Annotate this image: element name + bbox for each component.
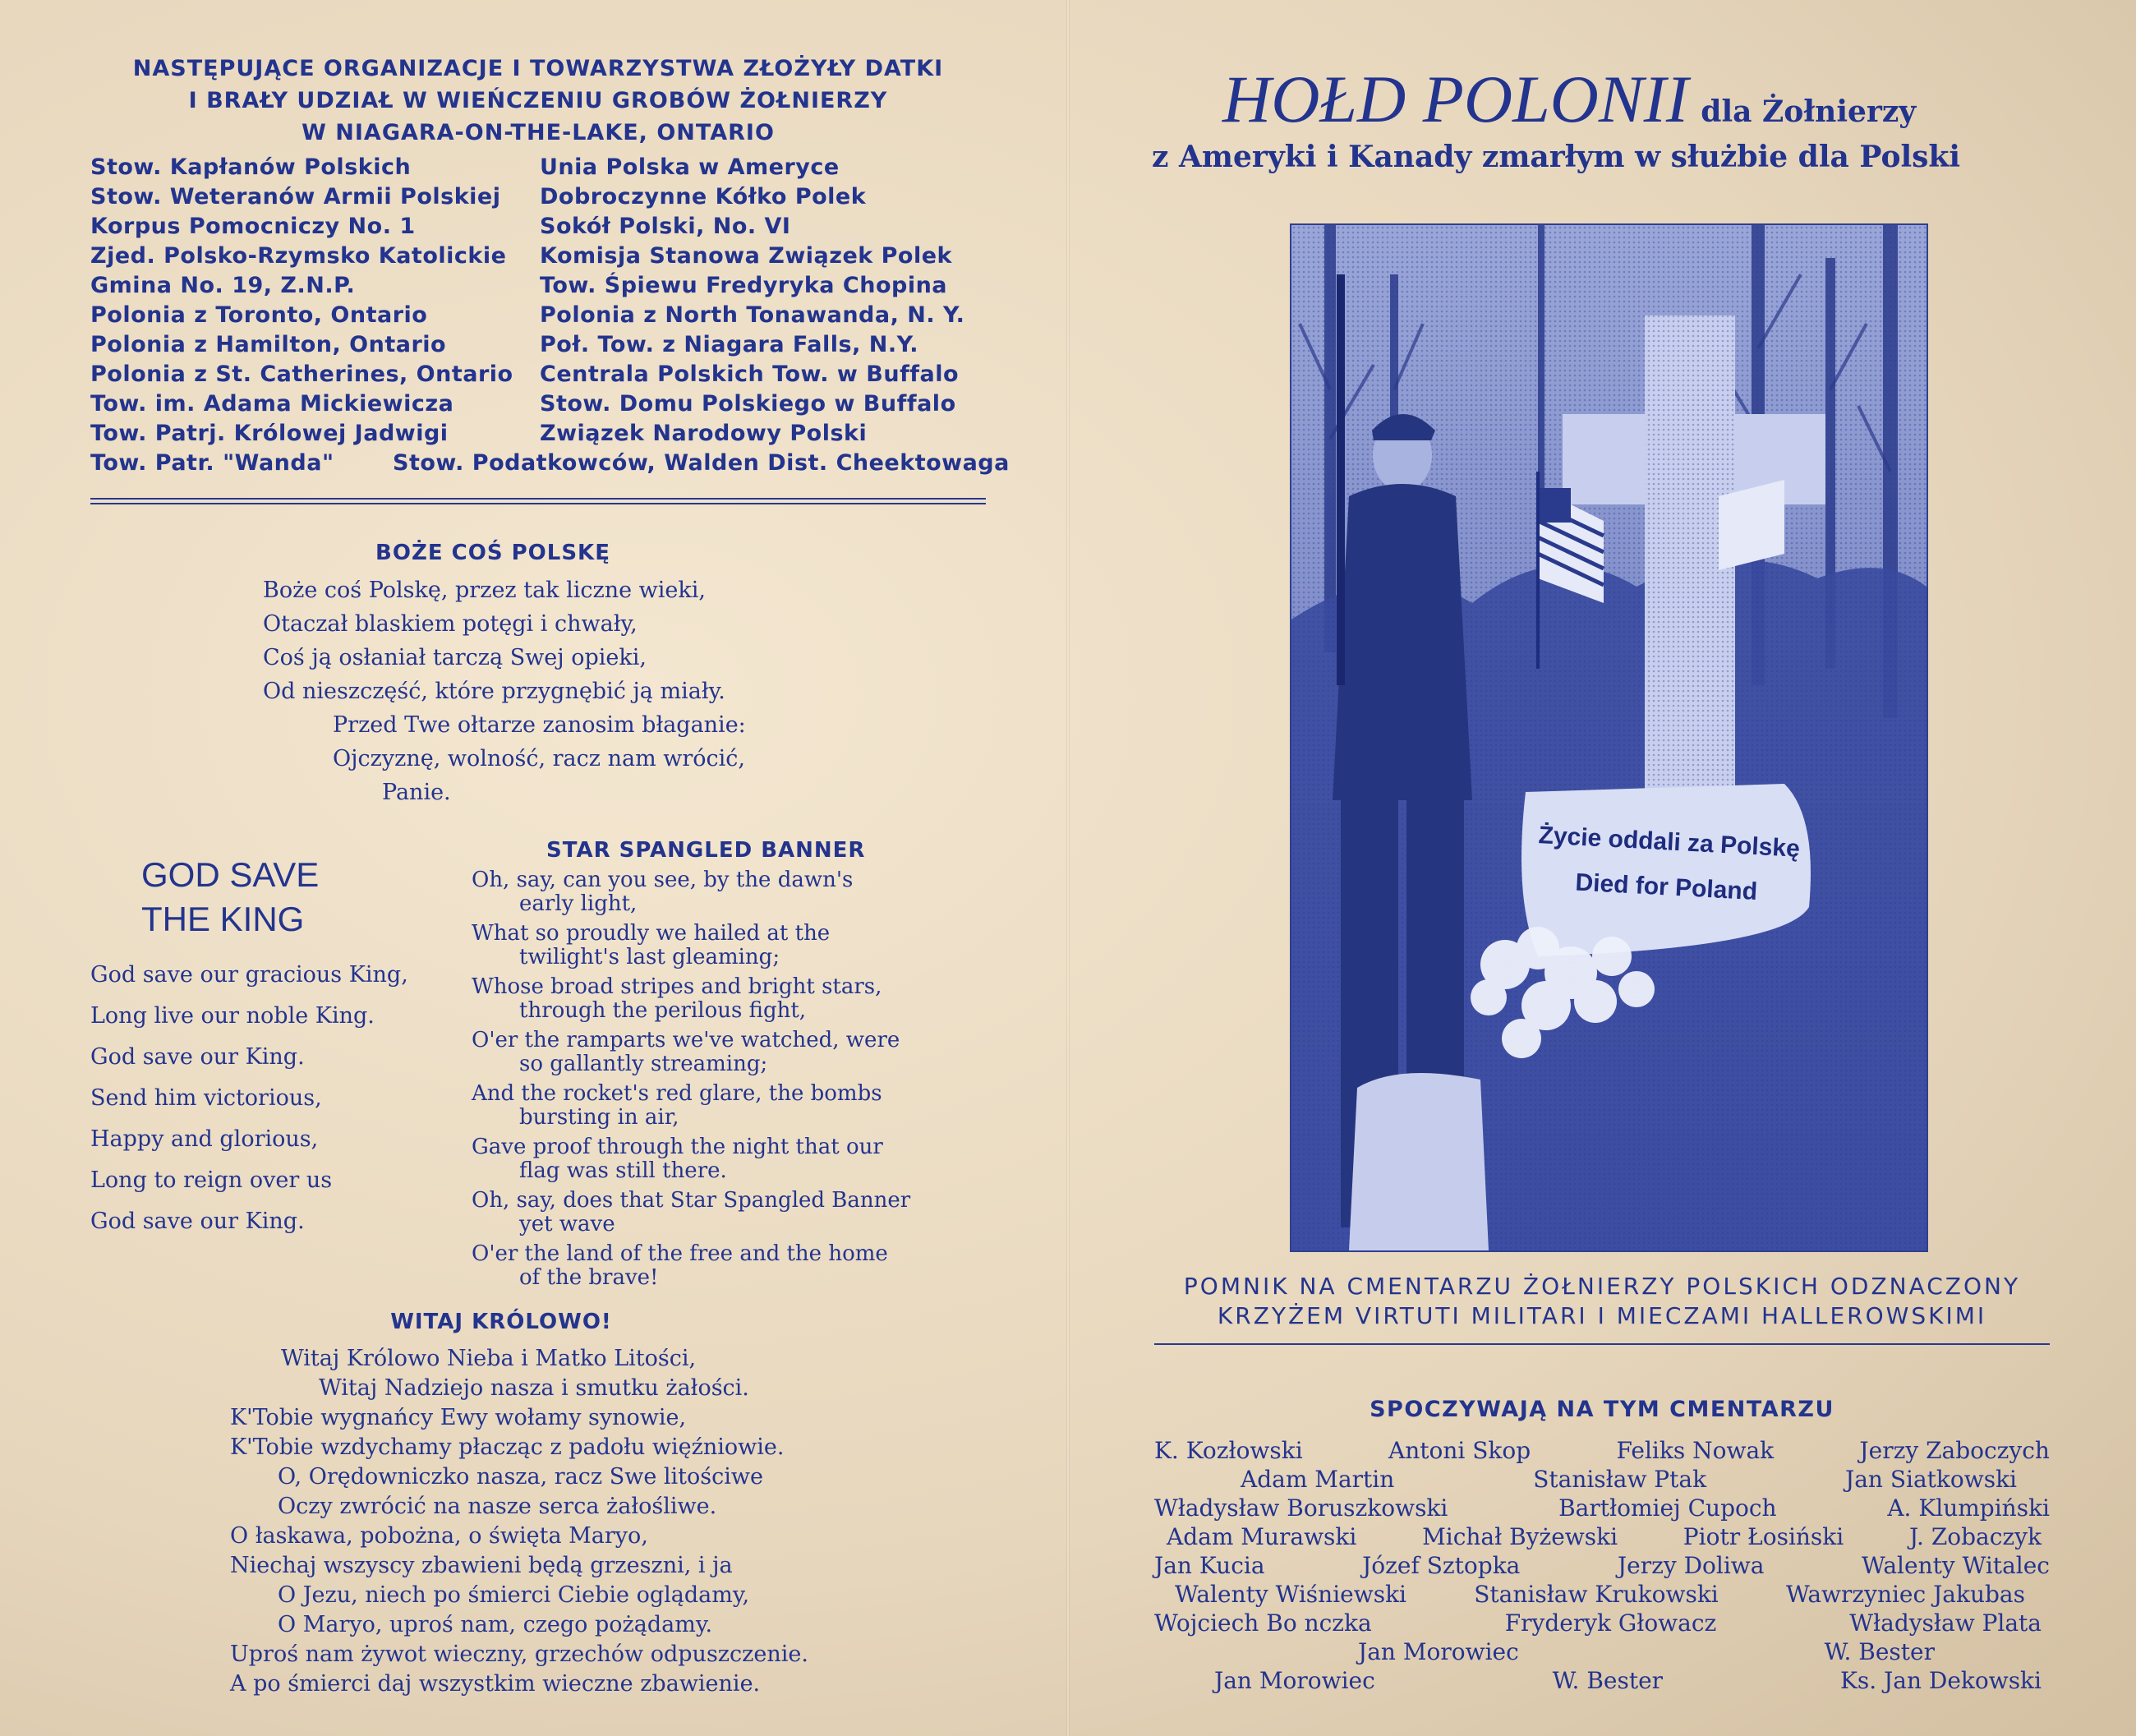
soldier-name: Jan Morowiec — [1214, 1667, 1375, 1694]
poem-line: God save our King. — [90, 1209, 305, 1234]
organization-item: Stow. Kapłanów Polskich — [90, 154, 412, 180]
soldier-name: K. Kozłowski — [1154, 1437, 1303, 1464]
names-row — [1154, 1580, 2050, 1609]
soldier-name: Jan Morowiec — [1358, 1638, 1519, 1665]
page-subtitle: z Ameryki i Kanady zmarłym w służbie dla Polski — [1152, 140, 1961, 174]
poem-line: Coś ją osłaniał tarczą Swej opieki, — [263, 645, 647, 670]
organization-item: Korpus Pomocniczy No. 1 — [90, 214, 416, 239]
poem-line: O'er the ramparts we've watched, were — [472, 1028, 900, 1052]
organization-item: Dobroczynne Kółko Polek — [540, 184, 867, 210]
god-save-title-line2: THE KING — [141, 900, 305, 938]
poem-line: Oh, say, does that Star Spangled Banner — [472, 1188, 911, 1213]
organizations-header-line1: NASTĘPUJĄCE ORGANIZACJE I TOWARZYSTWA ZŁOŻYŁY DATKI — [132, 56, 944, 81]
names-row — [1154, 1551, 2050, 1580]
names-row — [1154, 1436, 2050, 1465]
soldier-name: Walenty Wiśniewski — [1175, 1581, 1406, 1608]
organization-item: Tow. Patrj. Królowej Jadwigi — [90, 421, 449, 446]
poem-line: so gallantly streaming; — [519, 1051, 768, 1076]
organization-item: Polonia z North Tonawanda, N. Y. — [540, 302, 965, 328]
star-spangled-banner-text — [472, 868, 910, 1289]
soldier-name: Jan Siatkowski — [1844, 1466, 2017, 1493]
poem-line: K'Tobie wygnańcy Ewy wołamy synowie, — [230, 1405, 687, 1430]
names-row — [1154, 1465, 2050, 1494]
organization-item: Gmina No. 19, Z.N.P. — [90, 273, 356, 298]
poem-line: Boże coś Polskę, przez tak liczne wieki, — [263, 578, 706, 603]
organization-item: Stow. Weteranów Armii Polskiej — [90, 184, 501, 210]
poem-line: O'er the land of the free and the home — [472, 1241, 888, 1266]
soldier-name: Walenty Witalec — [1862, 1552, 2050, 1579]
soldier-name: Michał Byżewski — [1422, 1523, 1618, 1550]
star-spangled-banner-title: STAR SPANGLED BANNER — [546, 838, 866, 863]
poem-line: Niechaj wszyscy zbawieni będą grzeszni, i ja — [230, 1553, 733, 1578]
soldier-name: Wawrzyniec Jakubas — [1785, 1581, 2025, 1608]
soldier-name: Józef Sztopka — [1362, 1552, 1521, 1579]
poem-line: Whose broad stripes and bright stars, — [472, 974, 882, 999]
photo-caption — [1154, 1272, 2050, 1331]
poem-line: Long live our noble King. — [90, 1003, 375, 1029]
organizations-list-left — [90, 153, 513, 478]
center-fold — [1066, 0, 1070, 1736]
soldier-name: Władysław Plata — [1849, 1609, 2042, 1637]
soldier-name: Fryderyk Głowacz — [1504, 1609, 1717, 1637]
organization-item: Zjed. Polsko-Rzymsko Katolickie — [90, 243, 507, 269]
names-row — [1154, 1494, 2050, 1522]
boze-cos-polske-text — [263, 573, 746, 809]
organizations-list-right — [540, 153, 964, 449]
poem-line: K'Tobie wzdychamy płacząc z padołu więźniowie. — [230, 1434, 785, 1460]
soldier-name: W. Bester — [1552, 1667, 1664, 1694]
poem-line: Ojczyznę, wolność, racz nam wrócić, — [333, 746, 745, 771]
soldier-name: Stanisław Ptak — [1533, 1466, 1707, 1493]
soldier-name: Władysław Boruszkowski — [1154, 1494, 1448, 1522]
inscription-line1: Życie oddali za Polskę — [1537, 822, 1801, 863]
poem-line: early light, — [519, 891, 638, 916]
poem-line: of the brave! — [519, 1264, 659, 1290]
soldier-name: Ks. Jan Dekowski — [1839, 1667, 2042, 1694]
organization-item: Polonia z Toronto, Ontario — [90, 302, 428, 328]
page-title-tail: dla Żołnierzy — [1701, 94, 1917, 129]
boze-cos-polske-title: BOŻE COŚ POLSKĘ — [375, 541, 610, 565]
section-divider — [1154, 1343, 2050, 1345]
soldier-name: J. Zobaczyk — [1908, 1523, 2042, 1550]
organization-item: Centrala Polskich Tow. w Buffalo — [540, 361, 960, 387]
names-row — [1154, 1637, 2050, 1666]
page-title-main: HOŁD POLONII — [1222, 62, 1689, 136]
poem-line: O Jezu, niech po śmierci Ciebie oglądamy, — [278, 1582, 750, 1608]
soldier-name: A. Klumpiński — [1887, 1494, 2050, 1522]
poem-line: twilight's last gleaming; — [519, 944, 780, 969]
poem-line: God save our King. — [90, 1044, 305, 1070]
poem-line: flag was still there. — [519, 1158, 727, 1183]
god-save-the-king-text — [90, 955, 408, 1242]
organizations-header — [82, 53, 994, 149]
god-save-title-line1: GOD SAVE — [141, 855, 320, 894]
poem-line: bursting in air, — [519, 1104, 679, 1130]
soldier-name: Jan Kucia — [1154, 1552, 1265, 1579]
poem-line: Od nieszczęść, które przygnębić ją miały. — [263, 679, 725, 704]
soldier-name: Jerzy Doliwa — [1617, 1552, 1765, 1579]
poem-line: Happy and glorious, — [90, 1126, 319, 1152]
poem-line: O łaskawa, pobożna, o święta Maryo, — [230, 1523, 648, 1549]
poem-line: Send him victorious, — [90, 1085, 322, 1111]
organization-item: Sokół Polski, No. VI — [540, 214, 791, 239]
organization-item: Unia Polska w Ameryce — [540, 154, 840, 180]
god-save-the-king-title — [141, 853, 319, 942]
organization-item: Stow. Domu Polskiego w Buffalo — [540, 391, 956, 417]
organization-item: Tow. Śpiewu Fredyryka Chopina — [540, 273, 948, 298]
poem-line: Oh, say, can you see, by the dawn's — [472, 868, 854, 892]
names-row — [1154, 1666, 2050, 1695]
buried-soldiers-list — [1154, 1436, 2050, 1695]
poem-line: Otaczał blaskiem potęgi i chwały, — [263, 611, 638, 637]
poem-line: O Maryo, uproś nam, czego pożądamy. — [278, 1612, 713, 1637]
memorial-photo — [1290, 223, 1928, 1252]
soldier-name: W. Bester — [1824, 1638, 1935, 1665]
poem-line: Long to reign over us — [90, 1167, 333, 1193]
poem-line: And the rocket's red glare, the bombs — [472, 1081, 882, 1106]
buried-soldiers-title: SPOCZYWAJĄ NA TYM CMENTARZU — [1370, 1397, 1834, 1422]
organization-item: Tow. Patr. "Wanda" — [90, 450, 334, 476]
names-row — [1154, 1609, 2050, 1637]
inscription-line2: Died for Poland — [1574, 868, 1758, 906]
organization-item: Związek Narodowy Polski — [540, 421, 868, 446]
organization-item: Poł. Tow. z Niagara Falls, N.Y. — [540, 332, 918, 357]
photo-caption-line2: KRZYŻEM VIRTUTI MILITARI I MIECZAMI HALLEROWSKIMI — [1217, 1302, 1987, 1329]
soldier-name: Bartłomiej Cupoch — [1558, 1494, 1777, 1522]
organizations-header-line2: I BRAŁY UDZIAŁ W WIEŃCZENIU GROBÓW ŻOŁNIERZY — [188, 88, 888, 113]
soldier-name: Feliks Nowak — [1616, 1437, 1775, 1464]
organization-item: Tow. im. Adama Mickiewicza — [90, 391, 454, 417]
poem-line: Gave proof through the night that our — [472, 1135, 883, 1159]
poem-line: Witaj Królowo Nieba i Matko Litości, — [281, 1346, 697, 1371]
organization-item: Polonia z Hamilton, Ontario — [90, 332, 447, 357]
names-row — [1154, 1522, 2050, 1551]
page-title — [1222, 61, 1916, 138]
soldier-name: Piotr Łosiński — [1683, 1523, 1844, 1550]
soldier-name: Adam Martin — [1241, 1466, 1395, 1493]
poem-line: yet wave — [519, 1211, 615, 1236]
soldier-name: Stanisław Krukowski — [1474, 1581, 1719, 1608]
section-divider — [90, 498, 986, 504]
poem-line: A po śmierci daj wszystkim wieczne zbawienie. — [230, 1671, 761, 1697]
photo-caption-line1: POMNIK NA CMENTARZU ŻOŁNIERZY POLSKICH ODZNACZONY — [1183, 1273, 2021, 1300]
poem-line: Witaj Nadziejo nasza i smutku żałości. — [319, 1375, 749, 1401]
poem-line: What so proudly we hailed at the — [472, 921, 831, 946]
soldier-name: Adam Murawski — [1167, 1523, 1357, 1550]
organization-item: Polonia z St. Catherines, Ontario — [90, 361, 513, 387]
poem-line: God save our gracious King, — [90, 962, 408, 988]
organization-item-long: Stow. Podatkowców, Walden Dist. Cheektowaga — [393, 450, 1010, 476]
poem-line: through the perilous fight, — [519, 997, 807, 1023]
soldier-name: Jerzy Zaboczych — [1859, 1437, 2050, 1464]
poem-line: Przed Twe ołtarze zanosim błaganie: — [333, 712, 746, 738]
organization-item: Komisja Stanowa Związek Polek — [540, 243, 952, 269]
soldier-name: Antoni Skop — [1388, 1437, 1531, 1464]
organizations-header-line3: W NIAGARA-ON-THE-LAKE, ONTARIO — [302, 120, 775, 145]
soldier-name: Wojciech Bo nczka — [1154, 1609, 1372, 1637]
poem-line: O, Orędowniczko nasza, racz Swe litościwe — [278, 1464, 763, 1490]
witaj-krolowo-title: WITAJ KRÓLOWO! — [390, 1310, 612, 1334]
poem-line: Uproś nam żywot wieczny, grzechów odpuszczenie. — [230, 1642, 808, 1667]
poem-line: Panie. — [382, 780, 451, 805]
witaj-krolowo-text — [230, 1344, 808, 1699]
poem-line: Oczy zwrócić na nasze serca żałośliwe. — [278, 1494, 717, 1519]
